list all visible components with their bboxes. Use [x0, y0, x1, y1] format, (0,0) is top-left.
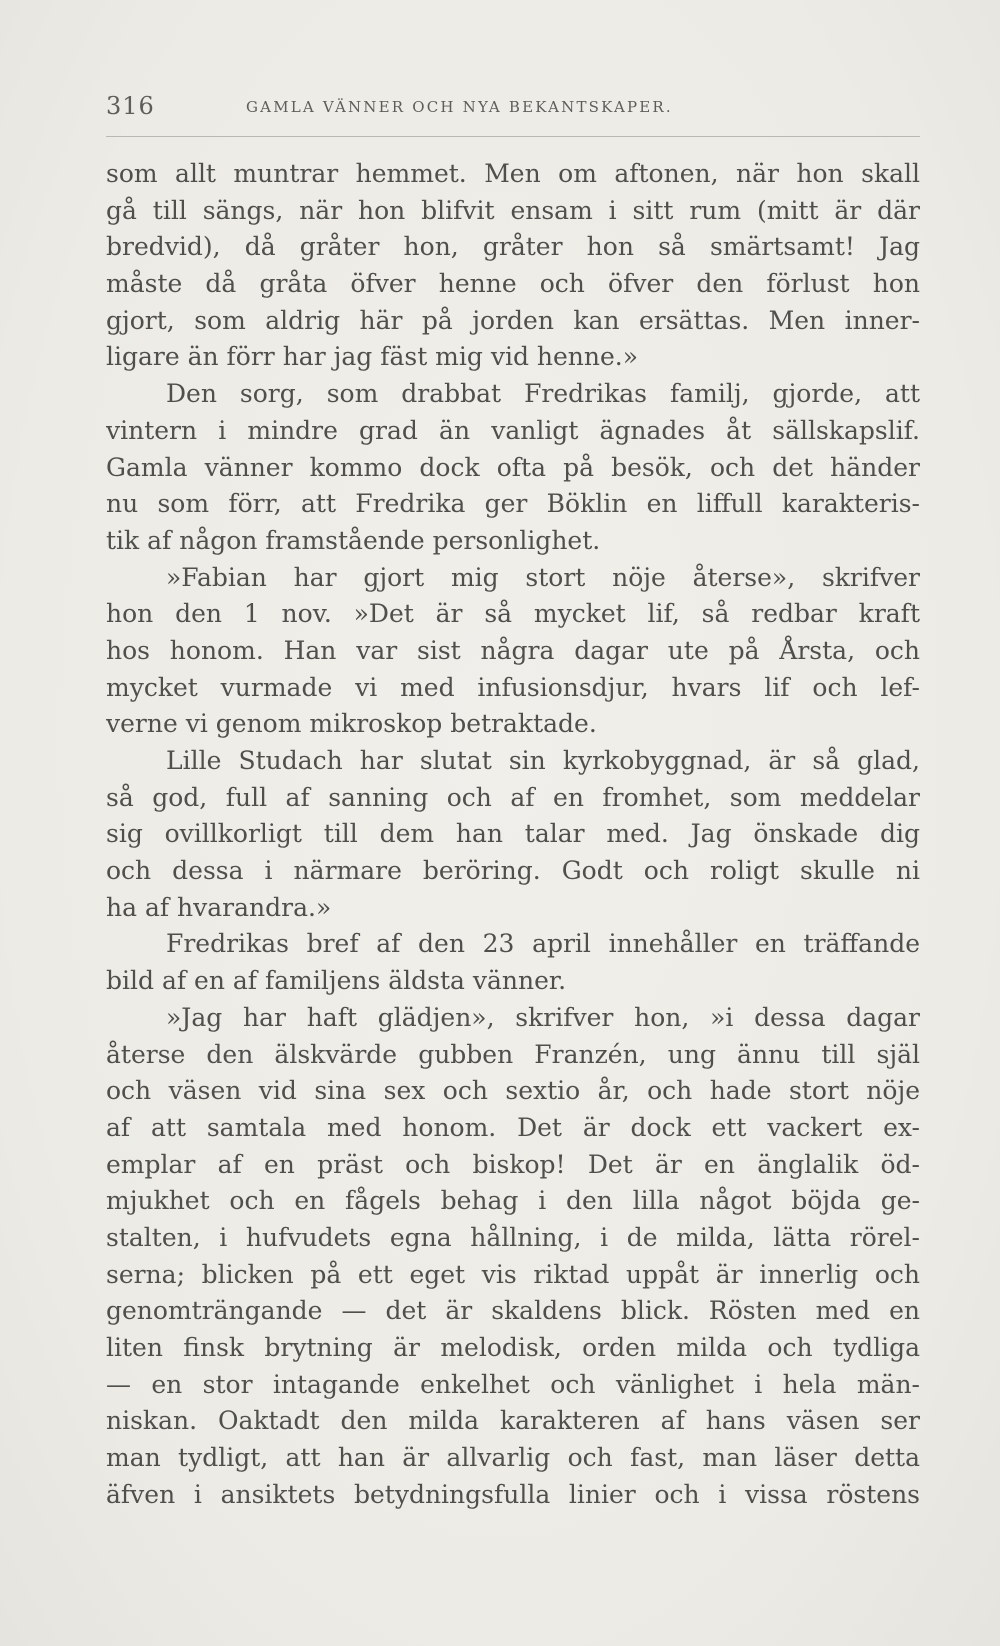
text-line: serna; blicken på ett eget vis riktad uppåt är innerlig och [106, 1259, 920, 1289]
text-line: ha af hvarandra.» [106, 892, 332, 922]
text-line: genomträngande — det är skaldens blick. Rösten med en [106, 1296, 920, 1326]
text-line: måste då gråta öfver henne och öfver den förlust hon [106, 269, 920, 299]
text-line: nu som förr, att Fredrika ger Böklin en liffull karakteris- [106, 489, 920, 519]
text-line: gå till sängs, när hon blifvit ensam i sitt rum (mitt är där [106, 195, 920, 225]
text-line: — en stor intagande enkelhet och vänlighet i hela män- [106, 1369, 920, 1399]
text-line: bredvid), då gråter hon, gråter hon så smärtsamt! Jag [106, 232, 920, 262]
text-line: liten finsk brytning är melodisk, orden milda och tydliga [106, 1333, 920, 1362]
text-line: »Fabian har gjort mig stort nöje återse», skrifver [166, 562, 920, 592]
text-line: Gamla vänner kommo dock ofta på besök, och det händer [106, 452, 920, 482]
text-line: bild af en af familjens äldsta vänner. [106, 966, 567, 996]
text-line: emplar af en präst och biskop! Det är en änglalik öd- [106, 1149, 920, 1179]
text-line: hos honom. Han var sist några dagar ute på Årsta, och [106, 635, 920, 665]
header-rule [106, 136, 920, 137]
text-line: så god, full af sanning och af en fromhet, som meddelar [106, 782, 920, 812]
text-line: som allt muntrar hemmet. Men om aftonen, när hon skall [106, 159, 920, 188]
text-line: tik af någon framstående personlighet. [106, 525, 601, 555]
text-line: niskan. Oaktadt den milda karakteren af hans väsen ser [106, 1406, 920, 1436]
text-line: sig ovillkorligt till dem han talar med. Jag önskade dig [106, 819, 920, 849]
text-line: och väsen vid sina sex och sextio år, och hade stort nöje [106, 1076, 920, 1106]
text-line: Den sorg, som drabbat Fredrikas familj, gjorde, att [166, 379, 920, 409]
running-title: GAMLA VÄNNER OCH NYA BEKANTSKAPER. [246, 98, 673, 116]
text-line: återse den älskvärde gubben Franzén, ung ännu till själ [106, 1039, 920, 1069]
text-line: verne vi genom mikroskop betraktade. [106, 709, 597, 739]
text-line: mjukhet och en fågels behag i den lilla något böjda ge- [106, 1186, 920, 1216]
page-header [106, 92, 920, 128]
text-line: Fredrikas bref af den 23 april innehåller en träffande [166, 929, 920, 959]
text-line: hon den 1 nov. »Det är så mycket lif, så redbar kraft [106, 599, 920, 629]
text-line: mycket vurmade vi med infusionsdjur, hvars lif och lef- [106, 672, 920, 702]
text-line: ligare än förr har jag fäst mig vid henne.» [106, 342, 639, 372]
text-line: gjort, som aldrig här på jorden kan ersättas. Men inner- [106, 305, 920, 335]
text-line: af att samtala med honom. Det är dock ett vackert ex- [106, 1112, 920, 1142]
text-line: stalten, i hufvudets egna hållning, i de milda, lätta rörel- [106, 1222, 920, 1252]
text-line: Lille Studach har slutat sin kyrkobyggnad, är så glad, [166, 746, 920, 775]
body-text [106, 156, 920, 1513]
page-number: 316 [106, 92, 155, 120]
text-line: och dessa i närmare beröring. Godt och roligt skulle ni [106, 856, 920, 886]
text-line: man tydligt, att han är allvarlig och fast, man läser detta [106, 1443, 920, 1473]
text-line: äfven i ansiktets betydningsfulla linier och i vissa röstens [106, 1479, 920, 1509]
text-line: »Jag har haft glädjen», skrifver hon, »i dessa dagar [166, 1002, 920, 1032]
text-line: vintern i mindre grad än vanligt ägnades åt sällskapslif. [106, 415, 920, 445]
